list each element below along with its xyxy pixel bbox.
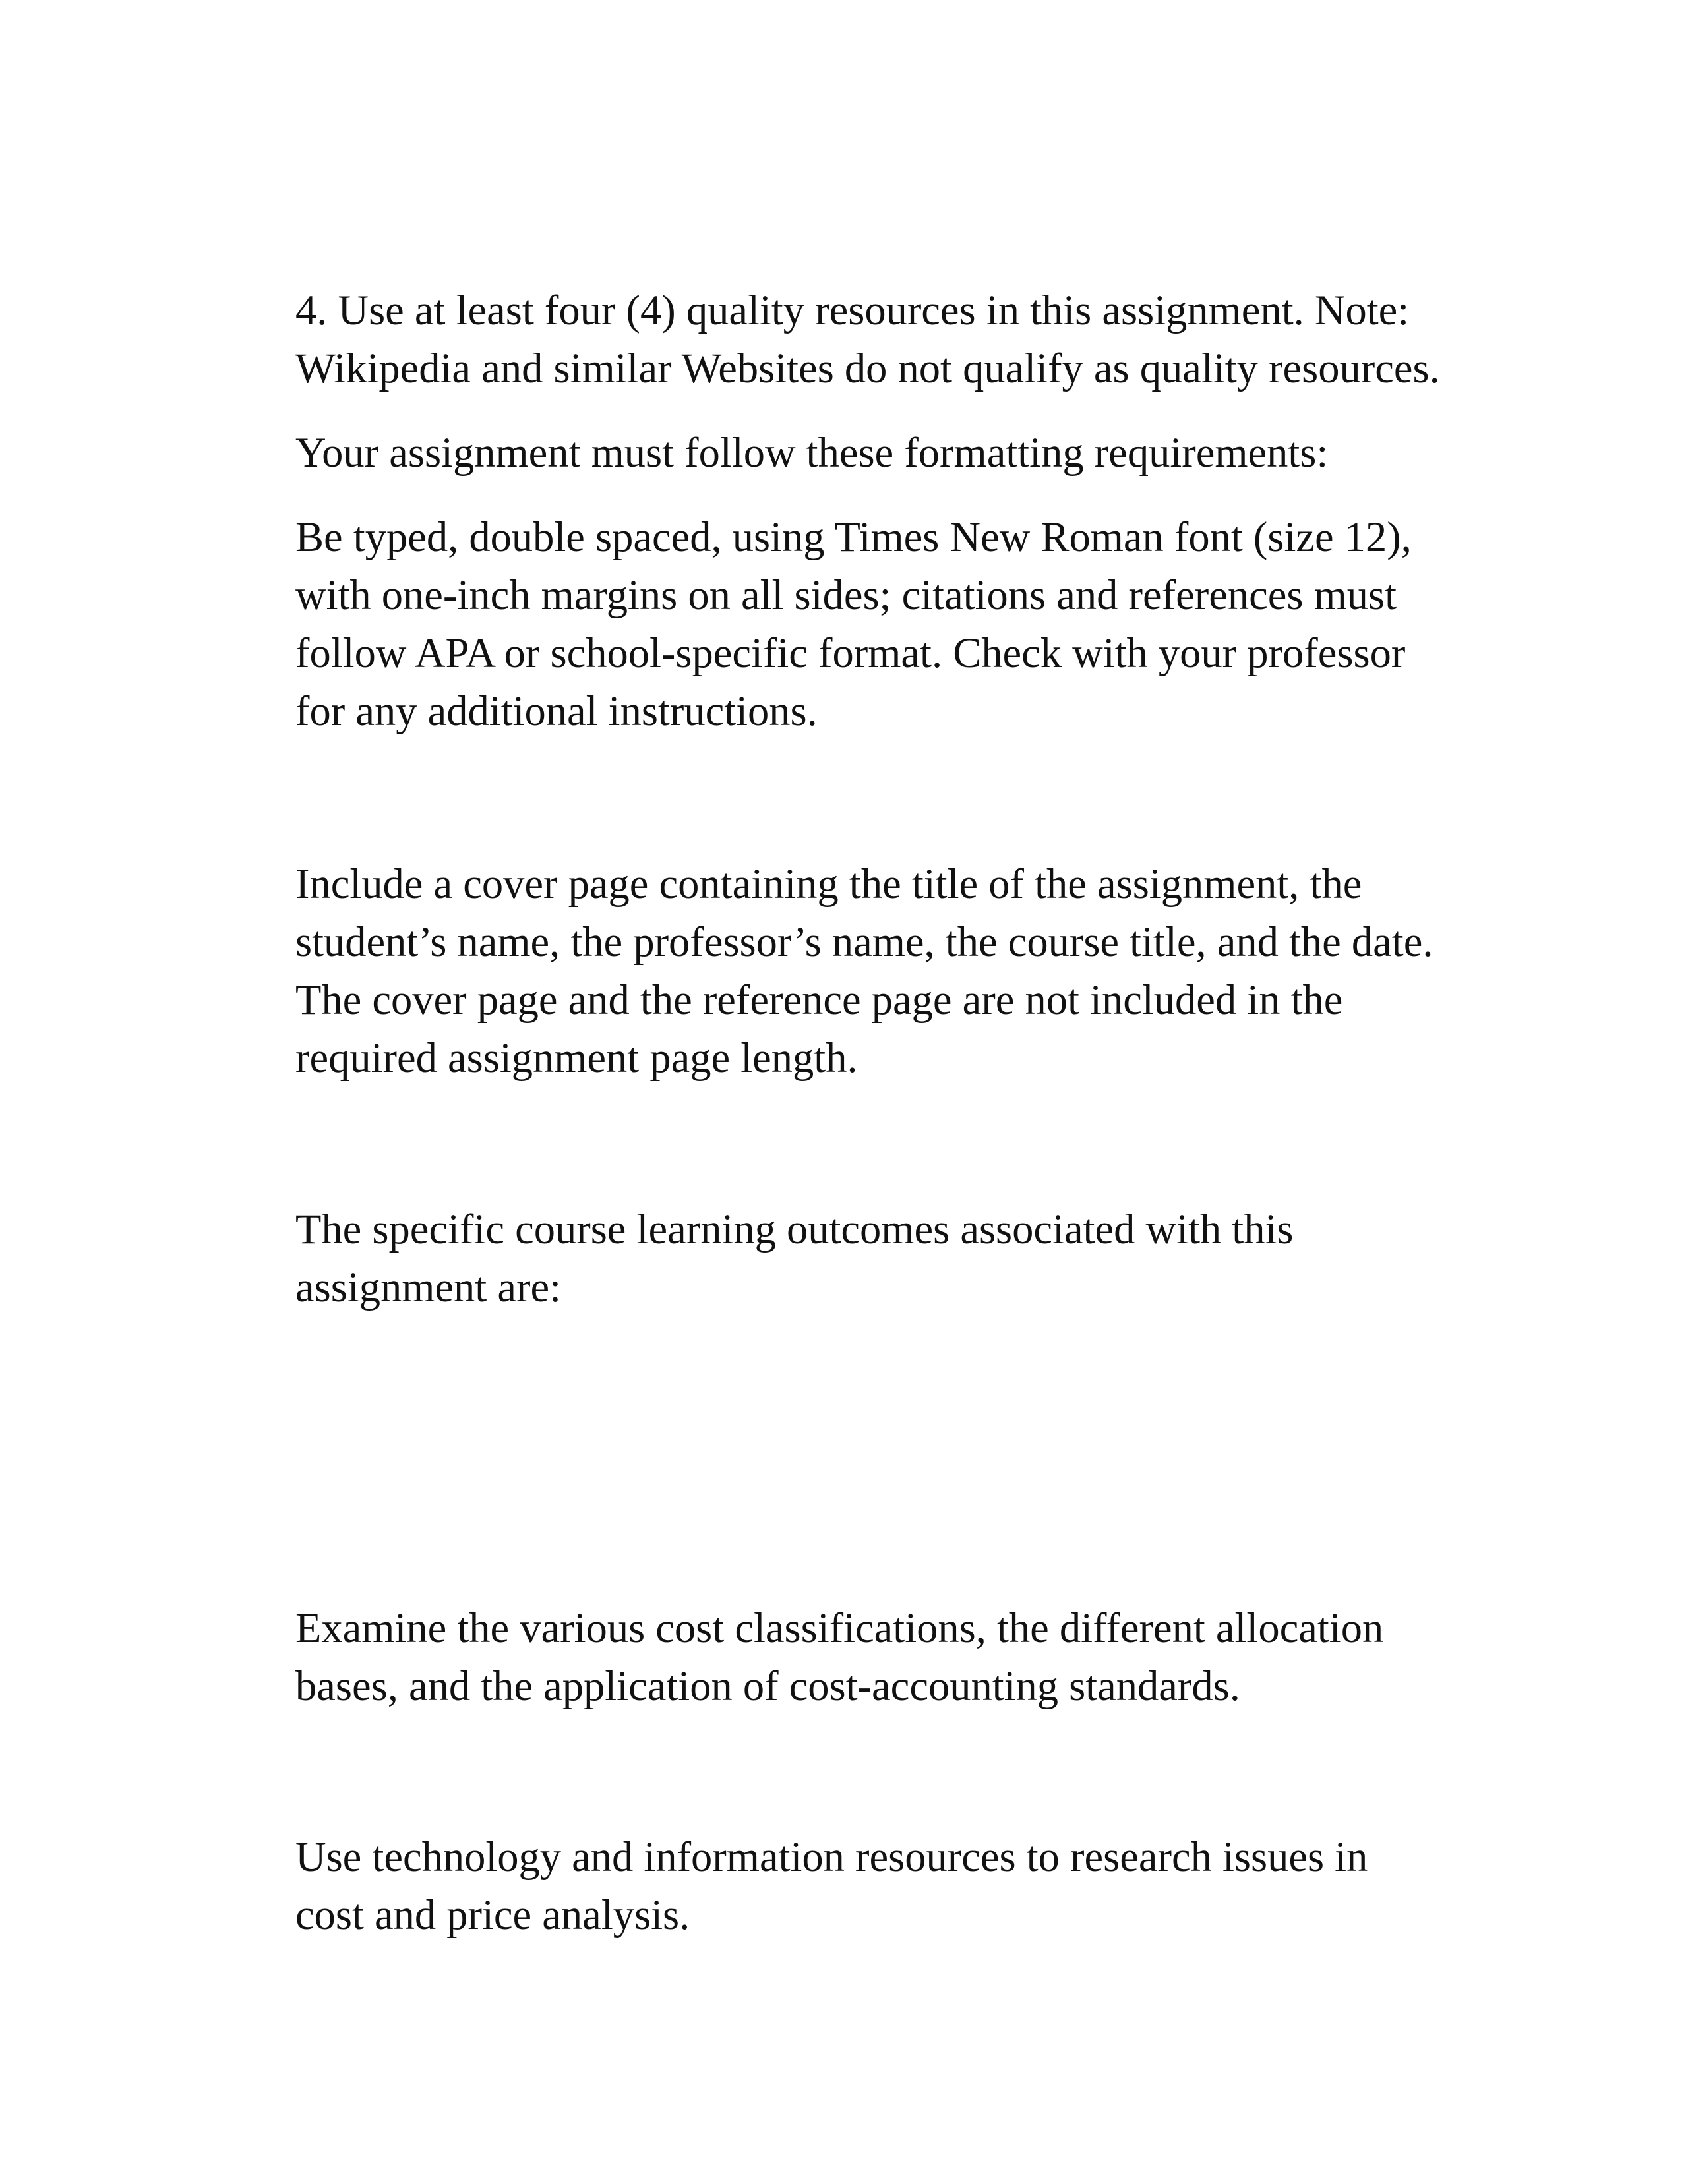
learning-outcomes-intro: The specific course learning outcomes associated with this assignment are: (295, 1206, 1294, 1311)
formatting-requirements-heading: Your assignment must follow these formatting requirements: (295, 429, 1329, 476)
learning-outcome-item: Use technology and information resources to research issues in cost and price analysis. (295, 1833, 1368, 1938)
cover-page-instructions: Include a cover page containing the title of the assignment, the student’s name, the professor’s name, the course title, and the date. The cover page and the reference page are not included in the required assignment page length. (295, 860, 1433, 1081)
requirement-item-4: 4. Use at least four (4) quality resources in this assignment. Note: Wikipedia and similar Websites do not qualify as quality resources. (295, 287, 1440, 392)
formatting-requirements-text: Be typed, double spaced, using Times New Roman font (size 12), with one-inch margins on all sides; citations and references must follow APA or school-specific format. Check with your professor for any additional instructions. (295, 514, 1412, 734)
learning-outcome-item: Examine the various cost classifications, the different allocation bases, and the application of cost-accounting standards. (295, 1605, 1384, 1709)
